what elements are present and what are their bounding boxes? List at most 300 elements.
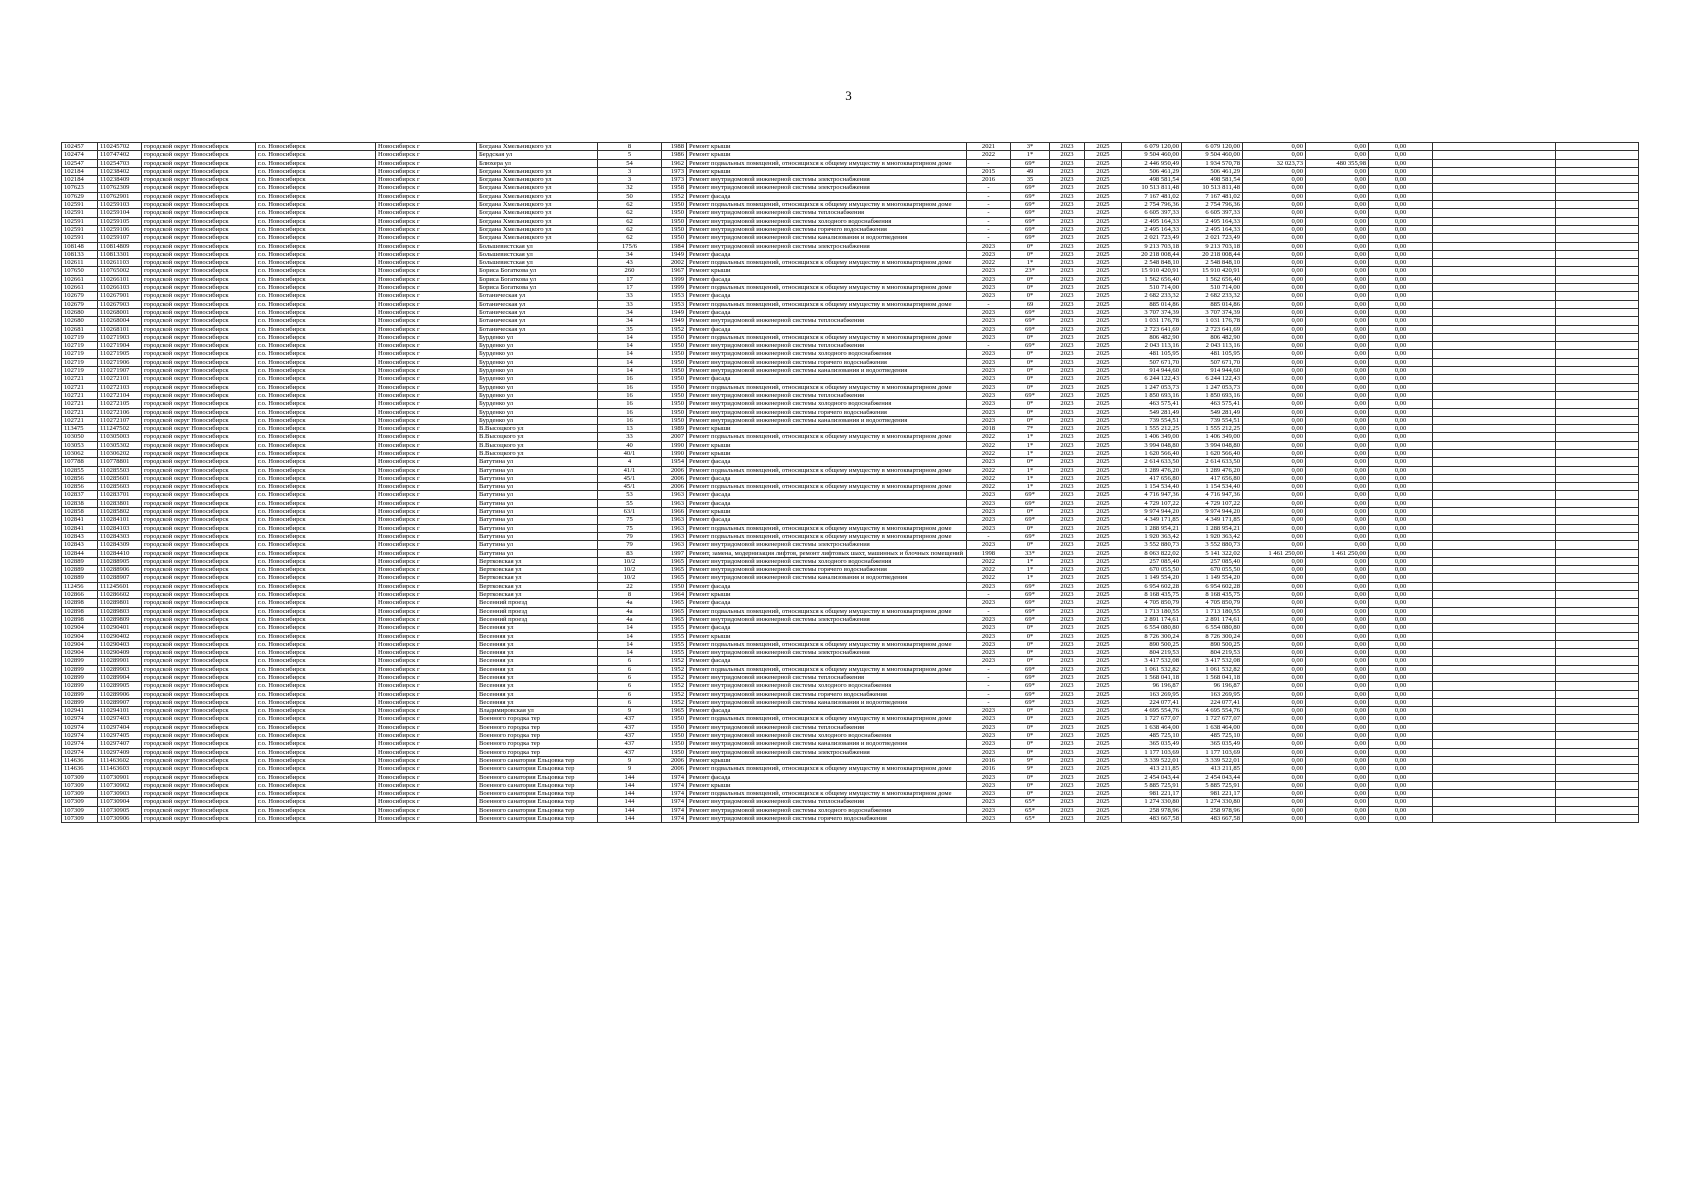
cell-start: 2023	[967, 391, 1011, 399]
cell-total: 9 974 944,20	[1122, 508, 1182, 516]
cell-district: городской округ Новосибирск	[142, 474, 256, 482]
cell-extra3: 0,00	[1369, 225, 1433, 233]
cell-total: 2 548 848,10	[1122, 259, 1182, 267]
cell-id: 102719	[62, 367, 98, 375]
cell-extra2: 0,00	[1306, 275, 1369, 283]
cell-work: Ремонт внутридомовой инженерной системы холодного водоснабжения	[687, 557, 967, 565]
cell-amount: 6 954 602,28	[1182, 582, 1243, 590]
cell-start: 2022	[967, 449, 1011, 457]
table-row	[62, 549, 1639, 557]
cell-y2: 2025	[1085, 798, 1122, 806]
table-row	[62, 698, 1639, 706]
table-row	[62, 375, 1639, 383]
table-row	[62, 607, 1639, 615]
cell-total: 7 167 481,02	[1122, 192, 1182, 200]
cell-id: 102679	[62, 300, 98, 308]
cell-extra2: 0,00	[1306, 242, 1369, 250]
cell-extra2: 0,00	[1306, 292, 1369, 300]
cell-amount: 510 714,00	[1182, 284, 1243, 292]
cell-lot: 0*	[1011, 358, 1050, 366]
cell-street: Военного санатория Ельцовка тер	[477, 798, 598, 806]
cell-extra1: 0,00	[1243, 698, 1306, 706]
cell-amount: 6 605 397,33	[1182, 209, 1243, 217]
cell-id: 102904	[62, 632, 98, 640]
cell-extra3: 0,00	[1369, 259, 1433, 267]
cell-y2: 2025	[1085, 524, 1122, 532]
cell-district: городской округ Новосибирск	[142, 159, 256, 167]
cell-locality: Новосибирск г	[376, 508, 477, 516]
cell-work: Ремонт подвальных помещений, относящихся к общему имуществу в многоквартирном доме	[687, 765, 967, 773]
cell-empty	[1433, 640, 1556, 648]
cell-extra1: 0,00	[1243, 474, 1306, 482]
cell-lot: 0*	[1011, 375, 1050, 383]
cell-y1: 2023	[1050, 682, 1085, 690]
table-row	[62, 499, 1639, 507]
cell-code: 110297405	[98, 732, 142, 740]
cell-amount: 2 495 164,33	[1182, 217, 1243, 225]
cell-extra3: 0,00	[1369, 532, 1433, 540]
cell-code: 110730903	[98, 790, 142, 798]
cell-amount: 806 482,90	[1182, 333, 1243, 341]
cell-start: -	[967, 607, 1011, 615]
cell-extra3: 0,00	[1369, 591, 1433, 599]
cell-start: -	[967, 201, 1011, 209]
cell-extra2: 0,00	[1306, 143, 1369, 151]
cell-work: Ремонт внутридомовой инженерной системы холодного водоснабжения	[687, 400, 967, 408]
table-row	[62, 624, 1639, 632]
cell-id: 102679	[62, 292, 98, 300]
cell-settlement: г.о. Новосибирск	[256, 698, 376, 706]
cell-amount: 4 705 850,79	[1182, 599, 1243, 607]
cell-work: Ремонт подвальных помещений, относящихся к общему имуществу в многоквартирном доме	[687, 433, 967, 441]
cell-y2: 2025	[1085, 632, 1122, 640]
cell-empty	[1433, 300, 1556, 308]
cell-year: 1949	[662, 308, 687, 316]
table-row	[62, 591, 1639, 599]
cell-empty	[1556, 698, 1639, 706]
cell-amount: 1 177 103,69	[1182, 748, 1243, 756]
cell-house: 16	[598, 408, 662, 416]
cell-district: городской округ Новосибирск	[142, 790, 256, 798]
cell-empty	[1556, 391, 1639, 399]
cell-work: Ремонт подвальных помещений, относящихся к общему имуществу в многоквартирном доме	[687, 201, 967, 209]
cell-street: Бурденко ул	[477, 342, 598, 350]
cell-start: 1998	[967, 549, 1011, 557]
cell-y2: 2025	[1085, 781, 1122, 789]
table-row	[62, 715, 1639, 723]
cell-locality: Новосибирск г	[376, 649, 477, 657]
cell-y2: 2025	[1085, 690, 1122, 698]
cell-year: 1990	[662, 441, 687, 449]
cell-house: 3	[598, 176, 662, 184]
cell-house: 4a	[598, 615, 662, 623]
cell-year: 1950	[662, 225, 687, 233]
cell-y2: 2025	[1085, 773, 1122, 781]
table-row	[62, 441, 1639, 449]
cell-work: Ремонт фасада	[687, 325, 967, 333]
cell-work: Ремонт крыши	[687, 508, 967, 516]
cell-work: Ремонт подвальных помещений, относящихся к общему имуществу в многоквартирном доме	[687, 259, 967, 267]
table-row	[62, 275, 1639, 283]
cell-extra3: 0,00	[1369, 582, 1433, 590]
cell-street: Военного санатория Ельцовка тер	[477, 765, 598, 773]
cell-start: 2023	[967, 781, 1011, 789]
cell-house: 144	[598, 781, 662, 789]
cell-id: 102899	[62, 690, 98, 698]
cell-street: Бориса Богаткова ул	[477, 267, 598, 275]
cell-code: 110289903	[98, 665, 142, 673]
cell-district: городской округ Новосибирск	[142, 508, 256, 516]
cell-locality: Новосибирск г	[376, 333, 477, 341]
cell-work: Ремонт, замена, модернизация лифтов, ремонт лифтовых шахт, машинных и блочных помещений	[687, 549, 967, 557]
cell-y2: 2025	[1085, 532, 1122, 540]
cell-house: 32	[598, 184, 662, 192]
cell-district: городской округ Новосибирск	[142, 715, 256, 723]
cell-street: Военного санатория Ельцовка тер	[477, 806, 598, 814]
cell-street: Бурденко ул	[477, 391, 598, 399]
cell-total: 481 105,95	[1122, 350, 1182, 358]
cell-empty	[1433, 474, 1556, 482]
cell-empty	[1433, 350, 1556, 358]
cell-y2: 2025	[1085, 391, 1122, 399]
cell-empty	[1556, 433, 1639, 441]
cell-work: Ремонт внутридомовой инженерной системы теплоснабжения	[687, 317, 967, 325]
cell-extra3: 0,00	[1369, 367, 1433, 375]
cell-start: 2023	[967, 773, 1011, 781]
cell-district: городской округ Новосибирск	[142, 400, 256, 408]
cell-extra1: 0,00	[1243, 649, 1306, 657]
cell-work: Ремонт фасада	[687, 516, 967, 524]
cell-street: Военного городка тер	[477, 723, 598, 731]
cell-amount: 4 716 947,36	[1182, 491, 1243, 499]
cell-extra2: 0,00	[1306, 499, 1369, 507]
cell-year: 1963	[662, 499, 687, 507]
cell-start: 2022	[967, 474, 1011, 482]
cell-settlement: г.о. Новосибирск	[256, 665, 376, 673]
cell-amount: 506 461,29	[1182, 167, 1243, 175]
cell-empty	[1433, 225, 1556, 233]
cell-total: 15 910 420,91	[1122, 267, 1182, 275]
cell-code: 110261103	[98, 259, 142, 267]
cell-house: 175/6	[598, 242, 662, 250]
cell-y1: 2023	[1050, 781, 1085, 789]
cell-extra2: 0,00	[1306, 425, 1369, 433]
cell-y1: 2023	[1050, 308, 1085, 316]
cell-lot: 69*	[1011, 308, 1050, 316]
cell-district: городской округ Новосибирск	[142, 358, 256, 366]
cell-id: 107309	[62, 790, 98, 798]
cell-amount: 3 417 532,08	[1182, 657, 1243, 665]
table-row	[62, 342, 1639, 350]
cell-empty	[1556, 167, 1639, 175]
cell-y1: 2023	[1050, 408, 1085, 416]
cell-settlement: г.о. Новосибирск	[256, 441, 376, 449]
table-row	[62, 740, 1639, 748]
cell-total: 6 554 080,80	[1122, 624, 1182, 632]
cell-amount: 2 614 633,50	[1182, 458, 1243, 466]
cell-empty	[1556, 532, 1639, 540]
cell-settlement: г.о. Новосибирск	[256, 143, 376, 151]
cell-district: городской округ Новосибирск	[142, 449, 256, 457]
cell-year: 1974	[662, 798, 687, 806]
cell-work: Ремонт фасада	[687, 474, 967, 482]
cell-code: 110284303	[98, 532, 142, 540]
cell-empty	[1556, 308, 1639, 316]
cell-code: 111247502	[98, 425, 142, 433]
cell-empty	[1433, 541, 1556, 549]
cell-empty	[1433, 582, 1556, 590]
cell-start: 2023	[967, 358, 1011, 366]
cell-empty	[1556, 234, 1639, 242]
cell-year: 1950	[662, 358, 687, 366]
cell-settlement: г.о. Новосибирск	[256, 474, 376, 482]
cell-y1: 2023	[1050, 325, 1085, 333]
cell-locality: Новосибирск г	[376, 624, 477, 632]
cell-code: 110730905	[98, 806, 142, 814]
cell-id: 102611	[62, 259, 98, 267]
cell-district: городской округ Новосибирск	[142, 242, 256, 250]
cell-settlement: г.о. Новосибирск	[256, 391, 376, 399]
cell-id: 108148	[62, 242, 98, 250]
cell-empty	[1433, 201, 1556, 209]
cell-extra3: 0,00	[1369, 524, 1433, 532]
cell-start: 2023	[967, 242, 1011, 250]
cell-extra2: 0,00	[1306, 532, 1369, 540]
cell-district: городской округ Новосибирск	[142, 781, 256, 789]
cell-extra1: 0,00	[1243, 176, 1306, 184]
cell-extra3: 0,00	[1369, 342, 1433, 350]
cell-house: 9	[598, 756, 662, 764]
cell-start: -	[967, 217, 1011, 225]
cell-work: Ремонт внутридомовой инженерной системы электроснабжения	[687, 242, 967, 250]
cell-y2: 2025	[1085, 682, 1122, 690]
cell-locality: Новосибирск г	[376, 524, 477, 532]
cell-extra1: 0,00	[1243, 300, 1306, 308]
table-row	[62, 491, 1639, 499]
table-row	[62, 416, 1639, 424]
cell-lot: 0*	[1011, 333, 1050, 341]
cell-extra2: 0,00	[1306, 632, 1369, 640]
cell-locality: Новосибирск г	[376, 250, 477, 258]
cell-start: 2023	[967, 740, 1011, 748]
cell-empty	[1556, 756, 1639, 764]
cell-extra3: 0,00	[1369, 806, 1433, 814]
cell-lot: 0*	[1011, 367, 1050, 375]
cell-street: Военного санатория Ельцовка тер	[477, 815, 598, 823]
cell-amount: 1 031 176,78	[1182, 317, 1243, 325]
cell-year: 1950	[662, 732, 687, 740]
cell-settlement: г.о. Новосибирск	[256, 400, 376, 408]
cell-extra1: 0,00	[1243, 342, 1306, 350]
cell-street: Владимировская ул	[477, 707, 598, 715]
table-row	[62, 143, 1639, 151]
cell-start: -	[967, 342, 1011, 350]
cell-start: -	[967, 690, 1011, 698]
cell-work: Ремонт крыши	[687, 781, 967, 789]
cell-empty	[1433, 333, 1556, 341]
cell-start: 2022	[967, 259, 1011, 267]
cell-code: 110813301	[98, 250, 142, 258]
cell-extra3: 0,00	[1369, 632, 1433, 640]
cell-locality: Новосибирск г	[376, 159, 477, 167]
cell-total: 5 885 725,91	[1122, 781, 1182, 789]
cell-settlement: г.о. Новосибирск	[256, 607, 376, 615]
cell-empty	[1433, 176, 1556, 184]
cell-y2: 2025	[1085, 308, 1122, 316]
cell-year: 1950	[662, 582, 687, 590]
cell-start: 2022	[967, 483, 1011, 491]
cell-y2: 2025	[1085, 284, 1122, 292]
cell-y1: 2023	[1050, 566, 1085, 574]
cell-house: 33	[598, 292, 662, 300]
cell-locality: Новосибирск г	[376, 449, 477, 457]
cell-street: Бориса Богаткова ул	[477, 284, 598, 292]
cell-extra1: 0,00	[1243, 491, 1306, 499]
cell-extra1: 0,00	[1243, 591, 1306, 599]
cell-start: 2023	[967, 416, 1011, 424]
cell-total: 1 061 532,82	[1122, 665, 1182, 673]
cell-empty	[1433, 458, 1556, 466]
cell-code: 110283701	[98, 491, 142, 499]
cell-empty	[1433, 325, 1556, 333]
cell-extra2: 0,00	[1306, 698, 1369, 706]
cell-code: 110288907	[98, 574, 142, 582]
cell-extra2: 0,00	[1306, 615, 1369, 623]
cell-amount: 739 554,51	[1182, 416, 1243, 424]
cell-locality: Новосибирск г	[376, 201, 477, 209]
cell-extra2: 0,00	[1306, 756, 1369, 764]
cell-amount: 6 554 080,80	[1182, 624, 1243, 632]
cell-street: Бердская ул	[477, 151, 598, 159]
cell-year: 1955	[662, 624, 687, 632]
cell-total: 549 281,49	[1122, 408, 1182, 416]
cell-extra1: 0,00	[1243, 425, 1306, 433]
cell-y2: 2025	[1085, 350, 1122, 358]
cell-code: 110730904	[98, 798, 142, 806]
cell-settlement: г.о. Новосибирск	[256, 308, 376, 316]
cell-empty	[1433, 250, 1556, 258]
cell-extra1: 0,00	[1243, 806, 1306, 814]
cell-extra1: 0,00	[1243, 624, 1306, 632]
cell-district: городской округ Новосибирск	[142, 391, 256, 399]
cell-amount: 8 168 435,75	[1182, 591, 1243, 599]
cell-lot: 0*	[1011, 649, 1050, 657]
cell-total: 2 891 174,61	[1122, 615, 1182, 623]
cell-amount: 670 055,50	[1182, 566, 1243, 574]
cell-code: 111463602	[98, 756, 142, 764]
cell-locality: Новосибирск г	[376, 474, 477, 482]
cell-extra3: 0,00	[1369, 176, 1433, 184]
cell-empty	[1556, 143, 1639, 151]
cell-empty	[1556, 624, 1639, 632]
cell-extra2: 0,00	[1306, 383, 1369, 391]
cell-lot: 0*	[1011, 292, 1050, 300]
cell-street: Военного санатория Ельцовка тер	[477, 756, 598, 764]
cell-district: городской округ Новосибирск	[142, 732, 256, 740]
table-row	[62, 383, 1639, 391]
cell-extra2: 0,00	[1306, 674, 1369, 682]
cell-lot: 35	[1011, 176, 1050, 184]
cell-street: Весенняя ул	[477, 640, 598, 648]
cell-year: 1953	[662, 300, 687, 308]
cell-y2: 2025	[1085, 806, 1122, 814]
cell-y1: 2023	[1050, 441, 1085, 449]
cell-empty	[1556, 209, 1639, 217]
cell-house: 144	[598, 773, 662, 781]
cell-settlement: г.о. Новосибирск	[256, 632, 376, 640]
cell-work: Ремонт подвальных помещений, относящихся к общему имуществу в многоквартирном доме	[687, 790, 967, 798]
cell-y1: 2023	[1050, 375, 1085, 383]
cell-id: 102184	[62, 167, 98, 175]
cell-year: 1950	[662, 217, 687, 225]
cell-y1: 2023	[1050, 524, 1085, 532]
cell-extra3: 0,00	[1369, 151, 1433, 159]
cell-code: 110272103	[98, 383, 142, 391]
cell-y1: 2023	[1050, 640, 1085, 648]
cell-y2: 2025	[1085, 674, 1122, 682]
cell-extra3: 0,00	[1369, 184, 1433, 192]
cell-settlement: г.о. Новосибирск	[256, 284, 376, 292]
cell-y2: 2025	[1085, 151, 1122, 159]
table-row	[62, 474, 1639, 482]
cell-y2: 2025	[1085, 756, 1122, 764]
cell-extra3: 0,00	[1369, 300, 1433, 308]
cell-amount: 5 141 322,02	[1182, 549, 1243, 557]
cell-settlement: г.о. Новосибирск	[256, 416, 376, 424]
cell-id: 103053	[62, 441, 98, 449]
cell-code: 110284309	[98, 541, 142, 549]
cell-y2: 2025	[1085, 167, 1122, 175]
cell-extra1: 0,00	[1243, 756, 1306, 764]
cell-extra3: 0,00	[1369, 748, 1433, 756]
cell-y1: 2023	[1050, 143, 1085, 151]
cell-empty	[1556, 781, 1639, 789]
table-row	[62, 250, 1639, 258]
cell-locality: Новосибирск г	[376, 674, 477, 682]
cell-work: Ремонт внутридомовой инженерной системы теплоснабжения	[687, 723, 967, 731]
cell-house: 8	[598, 591, 662, 599]
cell-extra1: 0,00	[1243, 167, 1306, 175]
cell-empty	[1433, 698, 1556, 706]
cell-street: Богдана Хмельницкого ул	[477, 217, 598, 225]
cell-id: 102899	[62, 682, 98, 690]
cell-lot: 0*	[1011, 657, 1050, 665]
cell-work: Ремонт крыши	[687, 449, 967, 457]
cell-extra1: 0,00	[1243, 615, 1306, 623]
cell-total: 8 168 435,75	[1122, 591, 1182, 599]
cell-year: 1952	[662, 665, 687, 673]
cell-work: Ремонт внутридомовой инженерной системы холодного водоснабжения	[687, 350, 967, 358]
cell-total: 2 682 233,32	[1122, 292, 1182, 300]
cell-empty	[1556, 275, 1639, 283]
cell-amount: 483 667,58	[1182, 815, 1243, 823]
cell-work: Ремонт внутридомовой инженерной системы электроснабжения	[687, 649, 967, 657]
cell-start: -	[967, 234, 1011, 242]
cell-code: 110297404	[98, 723, 142, 731]
cell-start: 2023	[967, 657, 1011, 665]
cell-year: 1950	[662, 333, 687, 341]
cell-empty	[1556, 242, 1639, 250]
cell-lot: 0*	[1011, 781, 1050, 789]
cell-locality: Новосибирск г	[376, 176, 477, 184]
cell-house: 4	[598, 458, 662, 466]
cell-id: 102680	[62, 308, 98, 316]
cell-empty	[1556, 358, 1639, 366]
cell-empty	[1433, 375, 1556, 383]
cell-extra2: 0,00	[1306, 508, 1369, 516]
cell-id: 102904	[62, 649, 98, 657]
cell-lot: 69*	[1011, 607, 1050, 615]
